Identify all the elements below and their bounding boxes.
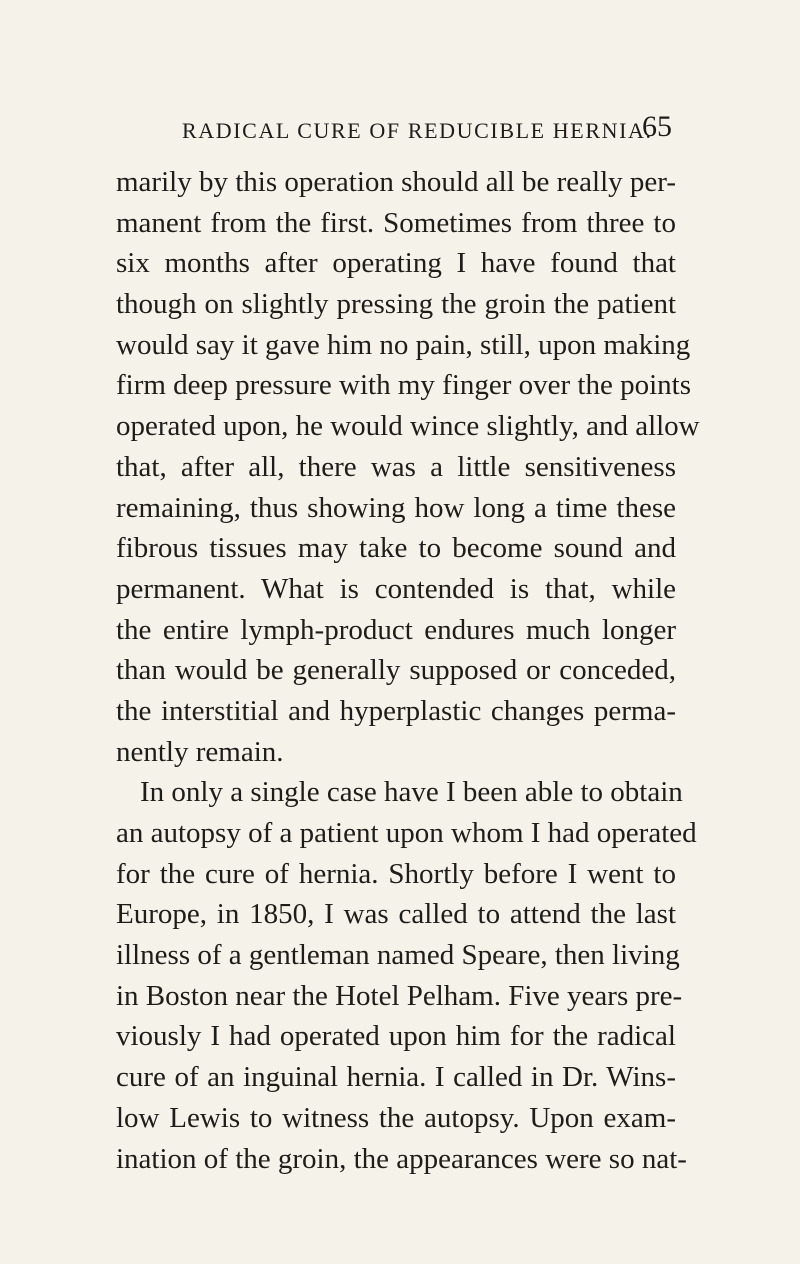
text-line: though on slightly pressing the groin the patient [116, 288, 676, 321]
text-line: for the cure of hernia. Shortly before I went to [116, 857, 676, 890]
text-line: that, after all, there was a little sensitiveness [116, 450, 676, 483]
text-line: the entire lymph-product endures much longer [116, 613, 676, 646]
text-line: permanent. What is contended is that, while [116, 572, 676, 605]
text-line: Europe, in 1850, I was called to attend the last [116, 898, 676, 931]
text-line: In only a single case have I been able to obtain [140, 776, 683, 809]
text-line: cure of an inguinal hernia. I called in Dr. Wins- [116, 1061, 676, 1094]
text-line: six months after operating I have found that [116, 247, 676, 280]
text-line: manent from the first. Sometimes from three to [116, 206, 676, 239]
text-line: remaining, thus showing how long a time these [116, 491, 676, 524]
text-line: ination of the groin, the appearances were so nat- [116, 1142, 687, 1175]
text-line: marily by this operation should all be really per- [116, 166, 676, 198]
text-line: the interstitial and hyperplastic changes perma- [116, 694, 676, 727]
text-line: illness of a gentleman named Speare, then living [116, 939, 680, 972]
page-number: 65 [642, 110, 672, 143]
text-line: firm deep pressure with my finger over the points [116, 369, 692, 402]
running-head [132, 110, 672, 150]
body-text [116, 162, 700, 1179]
text-line: in Boston near the Hotel Pelham. Five years pre- [116, 979, 683, 1012]
running-title: RADICAL CURE OF REDUCIBLE HERNIA. [182, 118, 653, 143]
text-line: than would be generally supposed or conceded, [116, 654, 676, 687]
text-line: nently remain. [116, 735, 284, 768]
text-line: operated upon, he would wince slightly, and allow [116, 410, 700, 443]
text-line: fibrous tissues may take to become sound and [116, 532, 676, 565]
text-line: viously I had operated upon him for the radical [116, 1020, 676, 1053]
text-line: would say it gave him no pain, still, upon making [116, 328, 691, 361]
text-line: low Lewis to witness the autopsy. Upon exam- [116, 1101, 676, 1134]
text-line: an autopsy of a patient upon whom I had operated [116, 817, 697, 849]
